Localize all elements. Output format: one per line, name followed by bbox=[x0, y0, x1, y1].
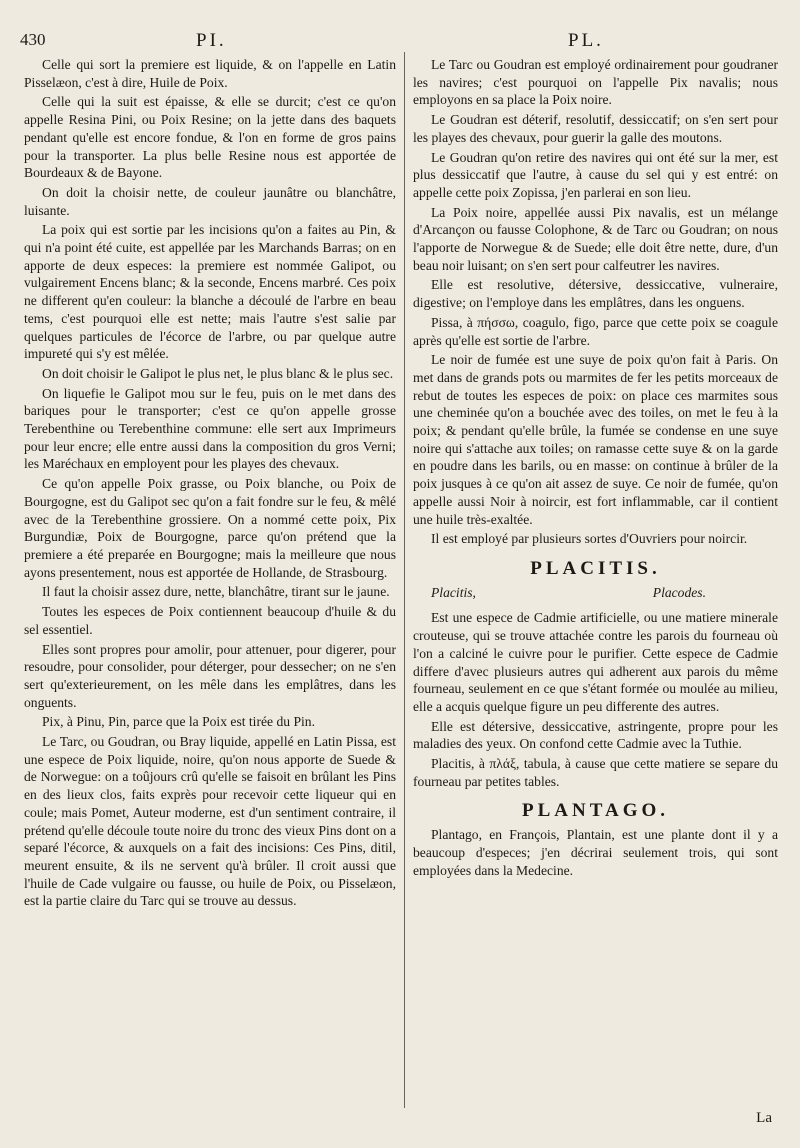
paragraph: La poix qui est sortie par les incisions qu'on a faites au Pin, & qui n'a point été cuite, est appellée par les Marchands Barras; on en apporte de deux especes: la premiere est nommée Galipot, ou vulgairement Encens blanc; & la seconde, Encens marbré. Ces poix ne different qu'en couleur: la blanche a découlé de l'arbre en beau tems, c'est pourquoi elle est nette; mais l'autre s'est salie par quelques particules de l'écorce de l'arbre, ou par quelque autre impureté qui s'y est mêlée. bbox=[24, 222, 396, 362]
section-title-plantago: PLANTAGO. bbox=[521, 800, 669, 822]
catchword: La bbox=[756, 1110, 772, 1126]
paragraph: Plantago, en François, Plantain, est une plante dont il y a beaucoup d'especes; j'en décrirai seulement trois, qui sont employées dans la Medecine. bbox=[413, 827, 778, 878]
synonym-left: Placitis, bbox=[431, 584, 476, 600]
paragraph: Le Tarc, ou Goudran, ou Bray liquide, appellé en Latin Pissa, est une espece de Poix liquide, noire, qu'on nous apporte de Suede & de Norwegue: on a toûjours crû qu'elle se faisoit en brûlant les Pins en des lieux clos, faits exprès pour recevoir cette liqueur qui en coule; mais Pomet, Auteur moderne, est d'un sentiment contraire, il prétend qu'elle découle toute noire du tronc des vieux Pins dont on a separé l'écorce, & auxquels on a fait des incisions: Ces Pins, ditil, meurent ensuite, & ils ne servent qu'à brûler. Il croit aussi que l'huile de Cade vulgaire ou fausse, ou huile de Poix, ou Pisselæon, est la partie claire du Tarc qui se trouve au dessus. bbox=[24, 734, 396, 909]
paragraph: On doit la choisir nette, de couleur jaunâtre ou blanchâtre, luisante. bbox=[24, 184, 396, 218]
section-title-placitis: PLACITIS. bbox=[530, 557, 661, 579]
running-head-left: PI. bbox=[196, 30, 227, 51]
paragraph: Toutes les especes de Poix contiennent beaucoup d'huile & du sel essentiel. bbox=[24, 604, 396, 637]
paragraph: Le noir de fumée est une suye de poix qu'on fait à Paris. On met dans de grands pots ou marmites de fer les petits morceaux de rebut de toutes les especes de poix: on place ces marmites sous une cheminée qu'on a bouchée avec des toiles, on met le feu à la poix; & pendant qu'elle brûle, la fumée se condense en une suye noire qui s'attache aux toiles; on ramasse cette suye & on la garde en poudre dans les barils, ou en masse: on continue à brûler de la poix jusques à ce qu'on ait assez de suye. Ce noir de fumée, qu'on appelle aussi Noir à noircir, est fort inflammable, car il contient une huile très-exaltée. bbox=[413, 352, 778, 527]
paragraph: Placitis, à πλάξ, tabula, à cause que cette matiere se separe du fourneau par petites tables. bbox=[413, 756, 778, 789]
synonym-right: Placodes. bbox=[652, 584, 706, 600]
left-column bbox=[24, 56, 396, 912]
paragraph: Le Goudran qu'on retire des navires qui ont été sur la mer, est plus dessiccatif que l'autre, à cause du sel qui y est entré: on appelle cette poix Zopissa, j'en parlerai en son lieu. bbox=[413, 149, 778, 200]
paragraph: Le Goudran est déterif, resolutif, dessiccatif; on s'en sert pour les playes des chevaux, pour guerir la galle des moutons. bbox=[413, 112, 778, 145]
paragraph: Pix, à Pinu, Pin, parce que la Poix est tirée du Pin. bbox=[42, 714, 315, 730]
paragraph: On doit choisir le Galipot le plus net, le plus blanc & le plus sec. bbox=[42, 365, 394, 381]
paragraph: On liquefie le Galipot mou sur le feu, puis on le met dans des bariques pour le transporter; c'est ce qu'on appelle grosse Terebenthine ou Terebenthine commune: elle sert aux Imprimeurs pour leur encre; elle entre aussi dans la composition du gros Verni; les Maréchaux en employent pour les playes des chevaux. bbox=[24, 385, 396, 472]
column-rule bbox=[404, 52, 405, 1108]
running-head-right: PL. bbox=[568, 30, 604, 51]
synonyms-line bbox=[413, 584, 778, 602]
paragraph: Celle qui sort la premiere est liquide, & on l'appelle en Latin Pisselæon, c'est à dire, Huile de Poix. bbox=[24, 57, 396, 90]
paragraph: Pissa, à πήσσω, coagulo, figo, parce que cette poix se coagule après qu'elle est sortie de l'arbre. bbox=[413, 314, 778, 348]
right-column bbox=[413, 56, 778, 881]
paragraph: La Poix noire, appellée aussi Pix navalis, est un mélange d'Arcançon ou fausse Colophone, & de Tarc ou Goudran; on nous l'apporte de Norwegue & de Suede; elle doit être nette, dure, d'un beau noir luisant; on s'en sert pour calfeutrer les navires. bbox=[413, 204, 778, 273]
paragraph: Ce qu'on appelle Poix grasse, ou Poix blanche, ou Poix de Bourgogne, est du Galipot sec qu'on a fait fondre sur le feu, & mêlé avec de la Terebenthine grossiere. On a nommé cette poix, Pix Burgundiæ, Poix de Bourgogne, parce qu'on prétend que la premiere a été preparée en Bourgogne; mais la meilleure que nous ayons presentement, nous est apportée de Hollande, de Strasbourg. bbox=[24, 476, 396, 580]
paragraph: Celle qui la suit est épaisse, & elle se durcit; c'est ce qu'on appelle Resina Pini, ou Poix Resine; on la jette dans des baquets pendant qu'elle est encore fondue, & l'on en forme de gros pains pour la transporter. La plus belle Resine nous est apportée de Bourdeaux & de Bayone. bbox=[24, 94, 396, 181]
paragraph: Elle est resolutive, détersive, dessiccative, vulneraire, digestive; on l'employe dans les emplâtres, dans les onguens. bbox=[413, 277, 778, 311]
page-number: 430 bbox=[20, 30, 46, 49]
paragraph: Est une espece de Cadmie artificielle, ou une matiere minerale crouteuse, qui se trouve attachée contre les parois du fourneau où l'on a calciné le cuivre pour le purifier. Cette espece de Cadmie differe d'avec plusieurs autres qui adherent aux parois du même fourneau, seulement en ce que s'étant formée ou moulée au milieu, elle a acquis quelque figure un peu differente des autres. bbox=[413, 610, 778, 714]
paragraph: Elles sont propres pour amolir, pour attenuer, pour digerer, pour resoudre, pour consolider, pour déterger, pour dessecher; on ne s'en sert qu'exterieurement, on les mêle dans les emplâtres, dans les onguents. bbox=[24, 641, 396, 710]
paragraph: Elle est détersive, dessiccative, astringente, propre pour les maladies des yeux. On confond cette Cadmie avec la Tuthie. bbox=[413, 718, 778, 752]
paragraph: Le Tarc ou Goudran est employé ordinairement pour goudraner les navires; c'est pourquoi on l'appelle Pix navalis; nous employons en sa place la Poix noire. bbox=[413, 57, 778, 108]
paragraph: Il est employé par plusieurs sortes d'Ouvriers pour noircir. bbox=[431, 531, 748, 547]
paragraph: Il faut la choisir assez dure, nette, blanchâtre, tirant sur le jaune. bbox=[42, 584, 390, 600]
